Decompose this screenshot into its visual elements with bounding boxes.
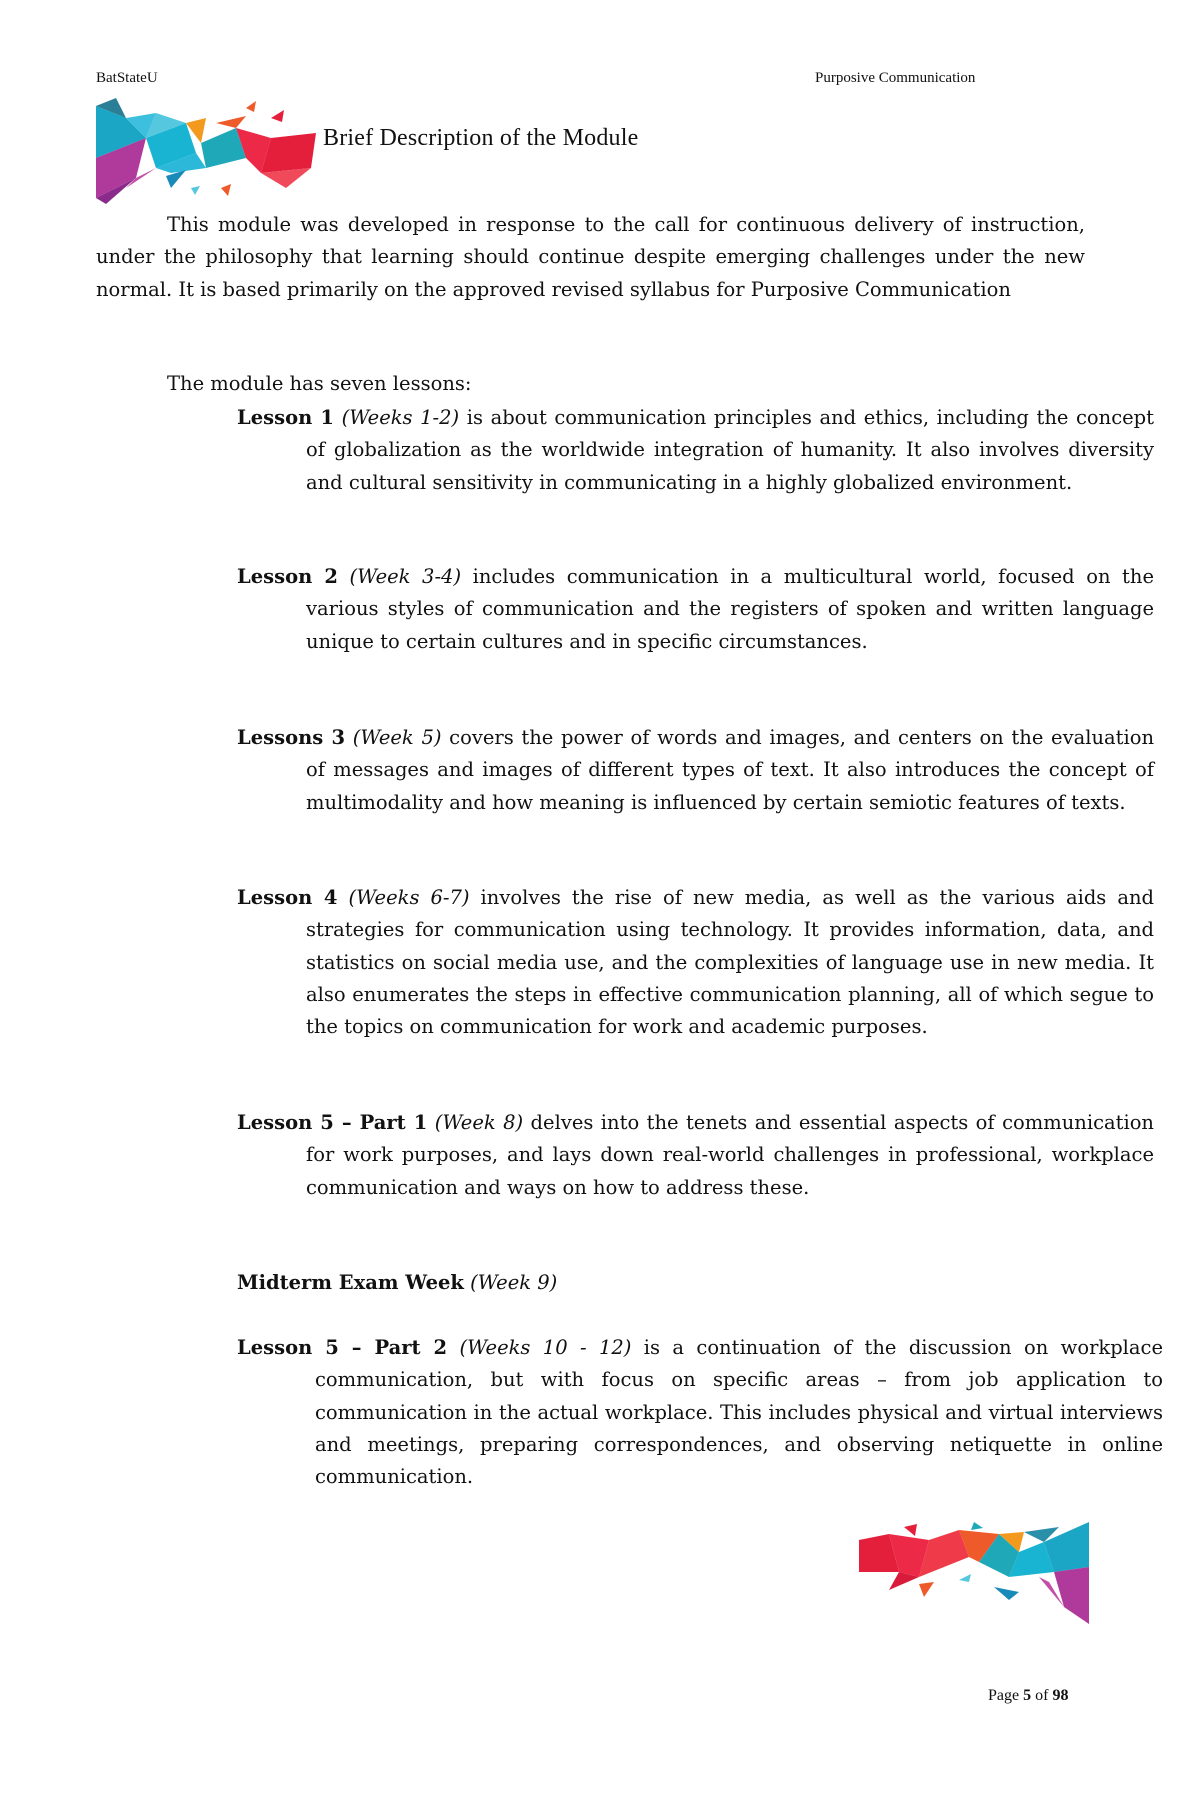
- header-right: Purposive Communication: [815, 70, 976, 86]
- lesson-4: Lesson 4 (Weeks 6-7) involves the rise of new media, as well as the various aids and strategies for communication using technology. It provides information, data, and statistics on social media use, and the complexities of language use in new media. It also enumerates the steps in effective communication planning, all of which segue to the topics on communication for work and academic purposes.: [237, 886, 1155, 1039]
- lesson-1: Lesson 1 (Weeks 1-2) is about communication principles and ethics, including the concept of globalization as the worldwide integration of humanity. It also involves diversity and cultural sensitivity in communicating in a highly globalized environment.: [237, 406, 1154, 494]
- intro-paragraph: This module was developed in response to the call for continuous delivery of instruction, under the philosophy that learning should continue despite emerging challenges under the new normal. It is based primarily on the approved revised syllabus for Purposive Communication: [96, 213, 1085, 301]
- page-number: Page 5 of 98: [988, 1687, 1069, 1704]
- decorative-banner-bottom: [859, 1522, 1089, 1624]
- midterm-exam-week: Midterm Exam Week (Week 9): [237, 1271, 558, 1294]
- page-title: Brief Description of the Module: [323, 125, 639, 151]
- lesson-5-part-2: Lesson 5 – Part 2 (Weeks 10 - 12) is a continuation of the discussion on workplace communication, but with focus on specific areas – from job application to communication in the actual workplace. This includes physical and virtual interviews and meetings, preparing correspondences, and observing netiquette in online communication.: [237, 1336, 1164, 1489]
- lesson-5-part-1: Lesson 5 – Part 1 (Week 8) delves into the tenets and essential aspects of communication for work purposes, and lays down real-world challenges in professional, workplace communication and ways on how to address these.: [237, 1111, 1154, 1199]
- decorative-banner-top: [96, 98, 316, 204]
- lesson-3: Lessons 3 (Week 5) covers the power of words and images, and centers on the evaluation of messages and images of different types of text. It also introduces the concept of multimodality and how meaning is influenced by certain semiotic features of texts.: [237, 726, 1155, 814]
- lesson-2: Lesson 2 (Week 3-4) includes communication in a multicultural world, focused on the various styles of communication and the registers of spoken and written language unique to certain cultures and in specific circumstances.: [237, 565, 1154, 653]
- header-left: BatStateU: [96, 70, 158, 86]
- lessons-intro: The module has seven lessons:: [167, 372, 472, 395]
